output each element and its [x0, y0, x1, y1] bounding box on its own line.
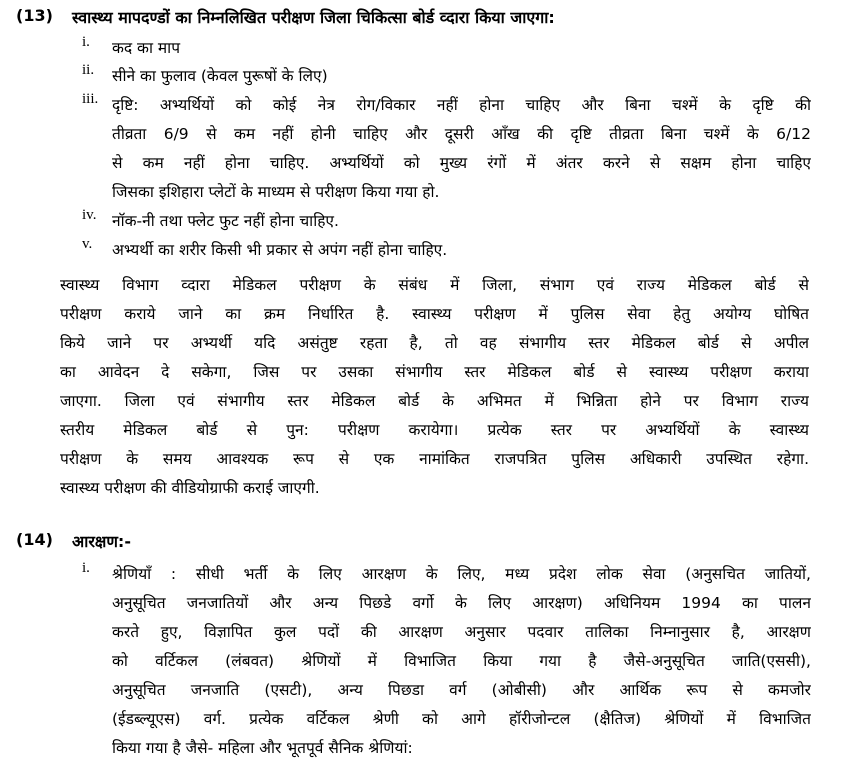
item-text-line: करते हुए, विज्ञापित कुल पदों की आरक्षण अनुसार पदवार तालिका निम्नानुसार है, आरक्षण: [112, 623, 811, 641]
item-text: नॉक-नी तथा फ्लेट फुट नहीं होना चाहिए.: [112, 212, 339, 230]
item-text-line: दृष्टि: अभ्यर्थियों को कोई नेत्र रोग/विकार नहीं होना चाहिए और बिना चश्में के दृष्टि की: [112, 96, 811, 114]
section-14-heading: [10, 530, 131, 552]
item-text-line: तीव्रता 6/9 से कम नहीं होनी चाहिए और दूसरी आँख की दृष्टि तीव्रता बिना चश्में के 6/12: [112, 125, 811, 143]
item-text-line: अनुसूचित जनजाति (एसटी), अन्य पिछडा वर्ग (ओबीसी) और आर्थिक रूप से कमजोर: [112, 681, 811, 699]
item-numeral: iii.: [82, 91, 99, 107]
item-text-line: किया गया है जैसे- महिला और भूतपूर्व सैनिक श्रेणियां:: [112, 739, 413, 757]
item-numeral: i.: [82, 34, 90, 50]
item-text: अभ्यर्थी का शरीर किसी भी प्रकार से अपंग नहीं होना चाहिए.: [112, 241, 448, 259]
paragraph-line: परीक्षण के समय आवश्यक रूप से एक नामांकित राजपत्रित पुलिस अधिकारी उपस्थित रहेगा.: [60, 450, 809, 468]
item-numeral: iv.: [82, 207, 97, 223]
item-text-line: श्रेणियाँ : सीधी भर्ती के लिए आरक्षण के लिए, मध्य प्रदेश लोक सेवा (अनुसचित जातियों,: [112, 565, 811, 583]
item-text-line: (ईडब्ल्यूएस) वर्ग. प्रत्येक वर्टिकल श्रेणी को आगे हॉरीजोन्टल (क्षैतिज) श्रेणियों में विभाजित: [112, 710, 811, 728]
list-item: [62, 62, 811, 91]
section-13-paragraph: [60, 271, 809, 503]
paragraph-line: परीक्षण कराये जाने का क्रम निर्धारित है. स्वास्थ्य परीक्षण में पुलिस सेवा हेतु अयोग्य घोषित: [60, 305, 809, 323]
list-item: [62, 207, 811, 236]
section-13-heading: [10, 6, 555, 28]
list-item: [62, 91, 811, 207]
list-item: [62, 236, 811, 265]
item-numeral: v.: [82, 236, 93, 252]
paragraph-line: स्वास्थ्य परीक्षण की वीडियोग्राफी कराई जाएगी.: [60, 479, 320, 497]
paragraph-line: स्वास्थ्य विभाग व्दारा मेडिकल परीक्षण के संबंध में जिला, संभाग एवं राज्य मेडिकल बोर्ड से: [60, 276, 809, 294]
paragraph-line: स्तरीय मेडिकल बोर्ड से पुन: परीक्षण करायेगा। प्रत्येक स्तर पर अभ्यर्थियों के स्वास्थ्य: [60, 421, 809, 439]
section-number: (14): [16, 530, 53, 549]
item-text-line: को वर्टिकल (लंबवत) श्रेणियों में विभाजित किया गया है जैसे-अनुसूचित जाति(एससी),: [112, 652, 811, 670]
paragraph-line: किये जाने पर अभ्यर्थी यदि असंतुष्ट रहता है, तो वह संभागीय स्तर मेडिकल बोर्ड से अपील: [60, 334, 809, 352]
item-numeral: i.: [82, 560, 90, 576]
item-numeral: ii.: [82, 62, 95, 78]
item-text-line: से कम नहीं होना चाहिए. अभ्यर्थियों को मुख्य रंगों में अंतर करने से सक्षम होना चाहिए: [112, 154, 811, 172]
section-title: आरक्षण:-: [72, 532, 131, 551]
item-text: सीने का फुलाव (केवल पुरूषों के लिए): [112, 67, 328, 85]
item-text: कद का माप: [112, 39, 180, 57]
item-text-line: जिसका इशिहारा प्लेटों के माध्यम से परीक्षण किया गया हो.: [112, 183, 440, 201]
paragraph-line: का आवेदन दे सकेगा, जिस पर उसका संभागीय स्तर मेडिकल बोर्ड से स्वास्थ्य परीक्षण कराया: [60, 363, 809, 381]
item-text-line: अनुसूचित जनजातियों और अन्य पिछडे वर्गो के लिए आरक्षण) अधिनियम 1994 का पालन: [112, 594, 811, 612]
section-number: (13): [16, 6, 53, 25]
section-title: स्वास्थ्य मापदण्डों का निम्नलिखित परीक्षण जिला चिकित्सा बोर्ड व्दारा किया जाएगा:: [72, 8, 555, 27]
list-item: [62, 560, 811, 763]
paragraph-line: जाएगा. जिला एवं संभागीय स्तर मेडिकल बोर्ड के अभिमत में भिन्निता होने पर विभाग राज्य: [60, 392, 809, 410]
list-item: [62, 34, 811, 63]
